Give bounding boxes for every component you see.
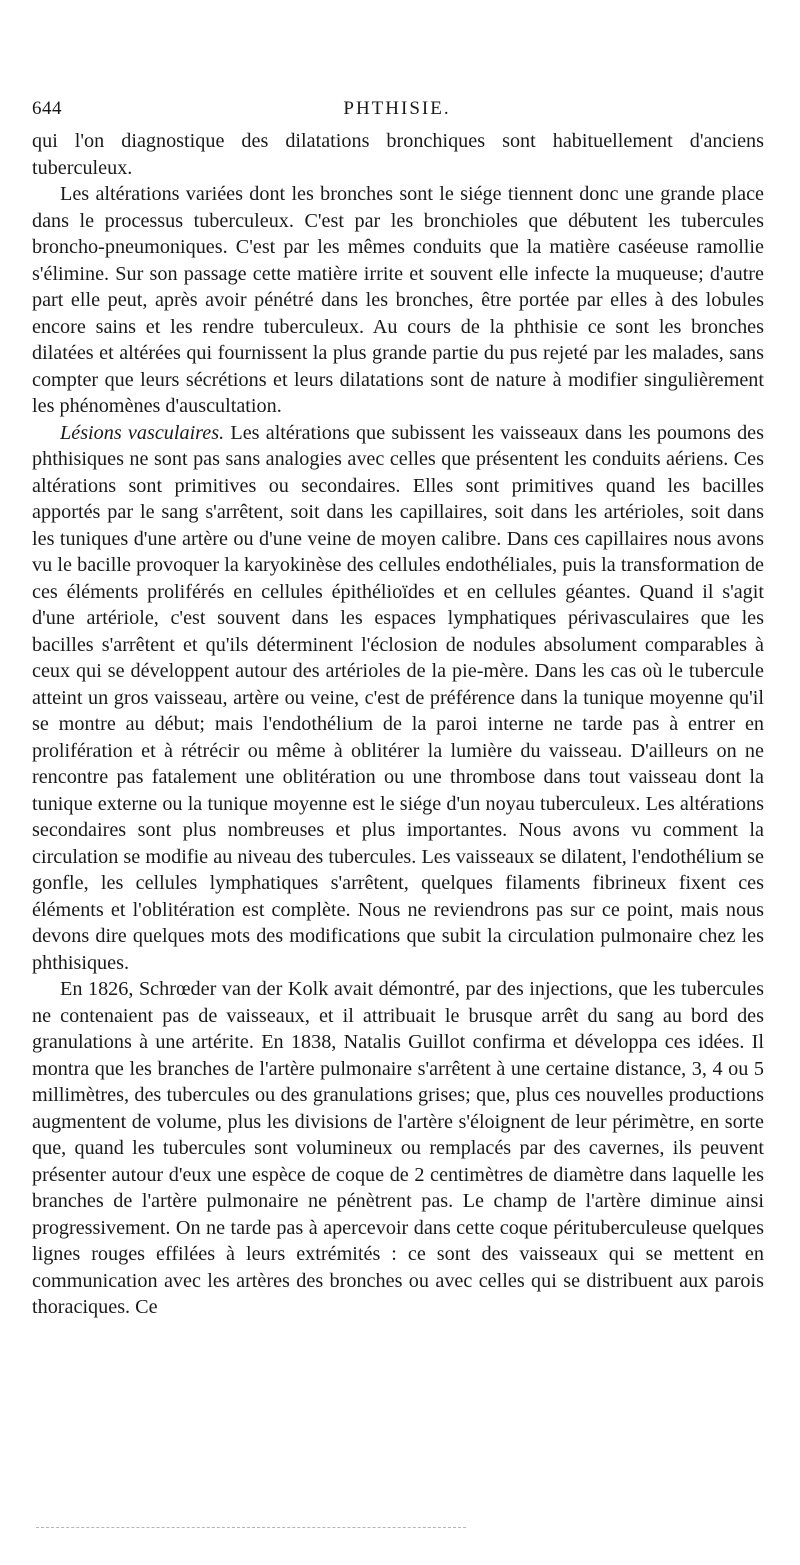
body-text bbox=[32, 128, 764, 1321]
paragraph-vascular-lesions-text: Les altérations que subissent les vaisseaux dans les poumons des phthisiques ne sont pas sans analogies avec celles que présentent les conduits aériens. Ces altérations sont primitives ou secondaires. Elles sont primitives quand les bacilles apportés par le sang s'arrêtent, soit dans les capillaires, soit dans les artérioles, soit dans les tuniques d'une artère ou d'une veine de moyen calibre. Dans ces capillaires nous avons vu le bacille provoquer la karyokinèse des cellules endothéliales, puis la transformation de ces éléments proliférés en cellules épithélioïdes et en cellules géantes. Quand il s'agit d'une artériole, c'est souvent dans les espaces lymphatiques périvasculaires que les bacilles s'arrêtent et qu'ils déterminent l'éclosion de nodules absolument comparables à ceux qui se développent autour des artérioles de la pie-mère. Dans les cas où le tubercule atteint un gros vaisseau, artère ou veine, c'est de préférence dans la tunique moyenne qu'il se montre au début; mais l'endothélium de la paroi interne ne tarde pas à entrer en prolifération et à rétrécir ou même à oblitérer la lumière du vaisseau. D'ailleurs on ne rencontre pas fatalement une oblitération ou une thrombose dans tout vaisseau dont la tunique externe ou la tunique moyenne est le siége d'un noyau tuberculeux. Les altérations secondaires sont plus nombreuses et plus importantes. Nous avons vu comment la circulation se modifie au niveau des tubercules. Les vaisseaux se dilatent, l'endothélium se gonfle, les cellules lymphatiques s'arrêtent, quelques filaments fibrineux fixent ces éléments et l'oblitération est complète. Nous ne reviendrons pas sur ce point, mais nous devons dire quelques mots des modifications que subit la circulation pulmonaire chez les phthisiques. bbox=[32, 421, 764, 974]
page-number: 644 bbox=[32, 98, 62, 119]
running-title: PHTHISIE. bbox=[343, 98, 451, 119]
paragraph-vascular-lesions bbox=[32, 420, 764, 977]
paragraph-bronchial-alterations: Les altérations variées dont les bronches sont le siége tiennent donc une grande place dans le processus tuberculeux. C'est par les bronchioles que débutent les tubercules broncho-pneumoniques. C'est par les mêmes conduits que la matière caséeuse ramollie s'élimine. Sur son passage cette matière irrite et souvent elle infecte la muqueuse; d'autre part elle peut, après avoir pénétré dans les bronches, être portée par elles à des lobules encore sains et les rendre tuberculeux. Au cours de la phthisie ce sont les bronches dilatées et altérées qui fournissent la plus grande partie du pus rejeté par les malades, sans compter que leurs sécrétions et leurs dilatations sont de nature à modifier singulièrement les phénomènes d'auscultation. bbox=[32, 183, 764, 417]
paragraph-bronchial-dilatations: qui l'on diagnostique des dilatations bronchiques sont habituellement d'anciens tuberculeux. bbox=[32, 130, 764, 179]
section-heading-vascular-lesions: Lésions vasculaires. bbox=[60, 421, 225, 444]
page-header bbox=[32, 98, 762, 124]
footer-rule bbox=[36, 1527, 466, 1528]
paragraph-pulmonary-circulation: En 1826, Schrœder van der Kolk avait démontré, par des injections, que les tubercules ne contenaient pas de vaisseaux, et il attribuait le brusque arrêt du sang au bord des granulations à une artérite. En 1838, Natalis Guillot confirma et développa ces idées. Il montra que les branches de l'artère pulmonaire s'arrêtent à une certaine distance, 3, 4 ou 5 millimètres, des tubercules ou des granulations grises; que, plus ces nouvelles productions augmentent de volume, plus les divisions de l'artère s'éloignent de leur périmètre, en sorte que, quand les tubercules sont volumineux ou remplacés par des cavernes, ils peuvent présenter autour d'eux une espèce de coque de 2 centimètres de diamètre dans laquelle les branches de l'artère pulmonaire ne pénètrent pas. Le champ de l'artère diminue ainsi progressivement. On ne tarde pas à apercevoir dans cette coque pérituberculeuse quelques lignes rouges effilées à leurs extrémités : ce sont des vaisseaux qui se mettent en communication avec les artères des bronches ou avec celles qui se distribuent aux parois thoraciques. Ce bbox=[32, 978, 764, 1318]
